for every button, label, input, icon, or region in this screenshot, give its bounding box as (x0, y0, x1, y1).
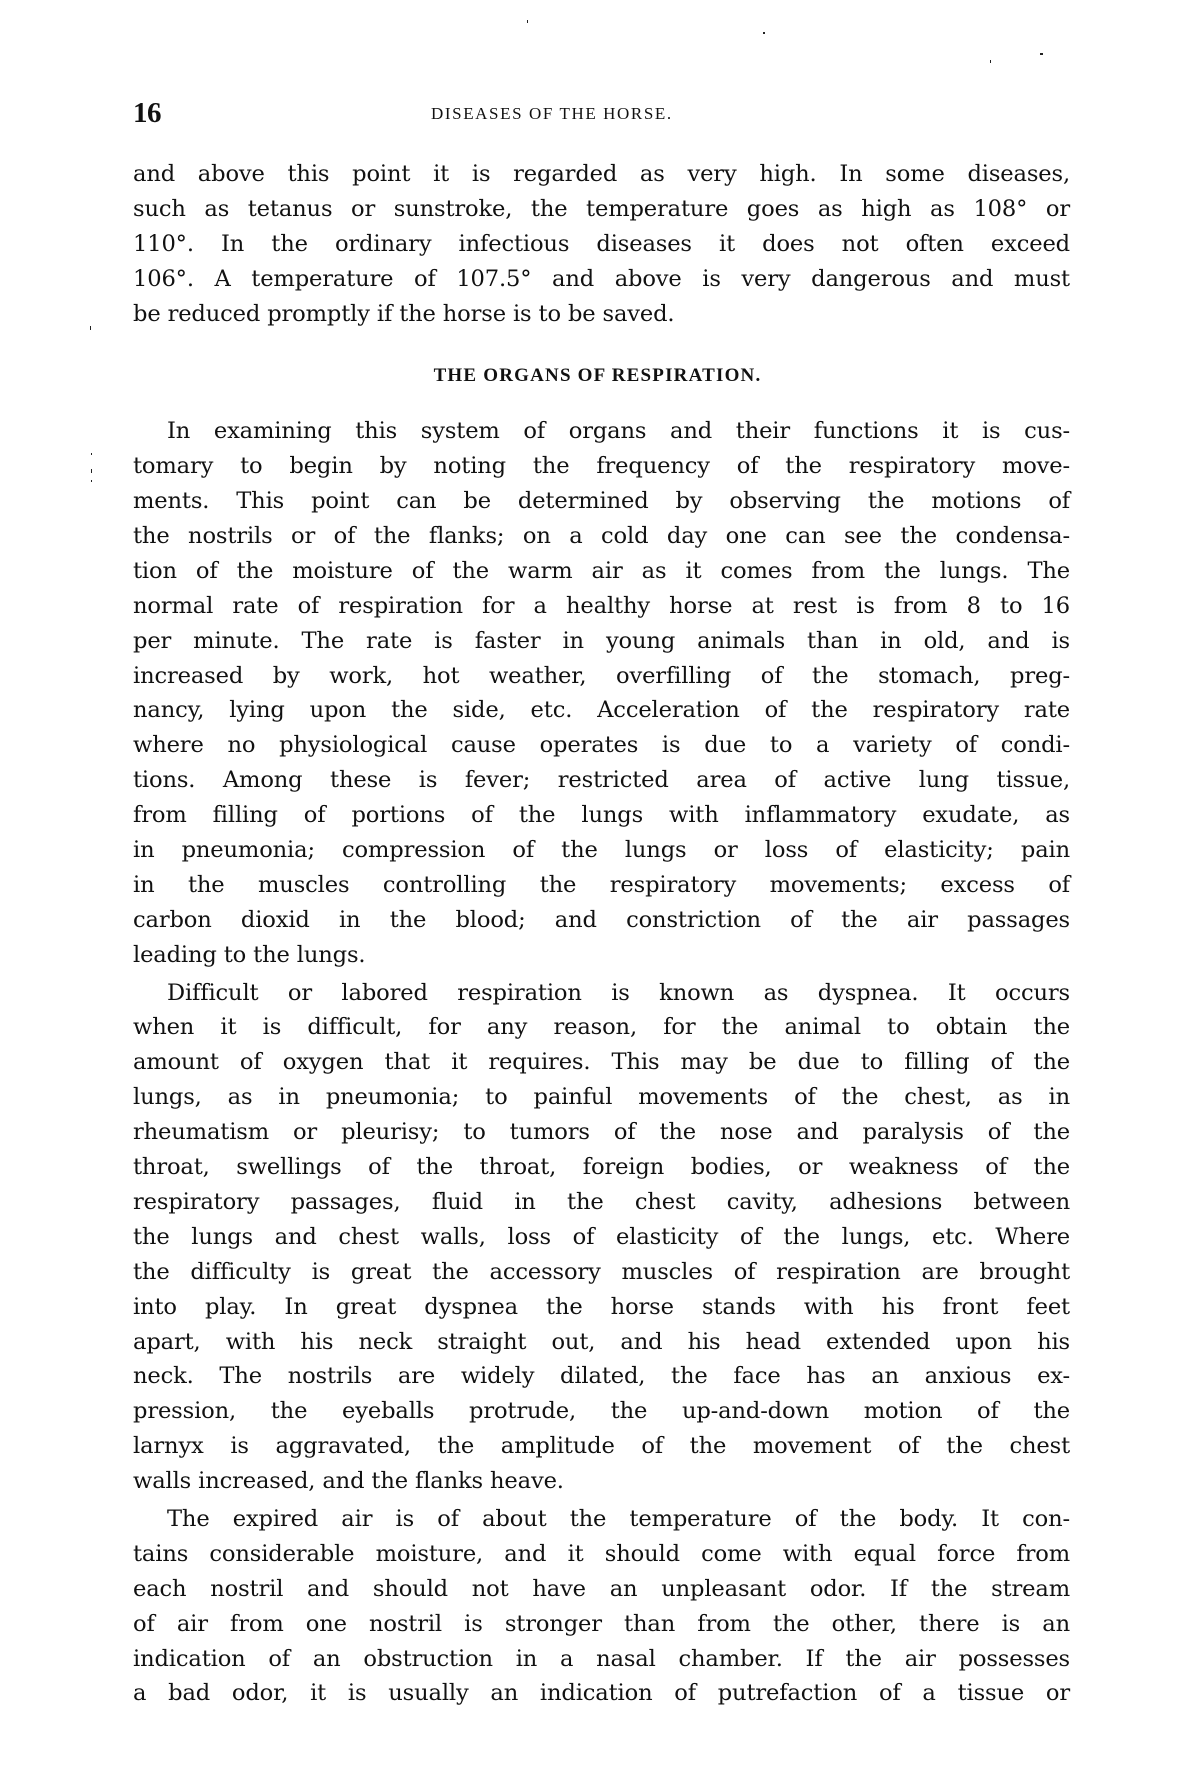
text-line: per minute. The rate is faster in young animals than in old, and is (133, 627, 1070, 654)
text-line: when it is difficult, for any reason, for the animal to obtain the (133, 1014, 1070, 1041)
text-line: Difficult or labored respiration is known as dyspnea. It occurs (167, 979, 1070, 1006)
text-line: larnyx is aggravated, the amplitude of the movement of the chest (133, 1433, 1070, 1460)
text-line: where no physiological cause operates is due to a variety of condi- (133, 732, 1070, 759)
text-line: lungs, as in pneumonia; to painful movements of the chest, as in (133, 1084, 1070, 1111)
text-line: tions. Among these is fever; restricted area of active lung tissue, (133, 767, 1070, 794)
text-line: carbon dioxid in the blood; and constriction of the air passages (133, 906, 1070, 933)
text-line: in pneumonia; compression of the lungs or loss of elasticity; pain (133, 837, 1070, 864)
paragraph-respiration-frequency (133, 414, 1070, 972)
scan-speck (1040, 53, 1043, 55)
text-line: pression, the eyeballs protrude, the up-and-down motion of the (133, 1398, 1070, 1425)
text-line: throat, swellings of the throat, foreign bodies, or weakness of the (133, 1154, 1070, 1181)
text-line: leading to the lungs. (133, 941, 366, 968)
text-line: in the muscles controlling the respiratory movements; excess of (133, 871, 1070, 898)
text-line: and above this point it is regarded as very high. In some diseases, (133, 161, 1070, 187)
text-line: tains considerable moisture, and it should come with equal force from (133, 1540, 1070, 1567)
scan-speck (91, 480, 92, 482)
scan-speck (990, 60, 991, 63)
paragraph-expired-air (133, 1502, 1070, 1711)
text-line: be reduced promptly if the horse is to be saved. (133, 300, 675, 327)
text-line: tomary to begin by noting the frequency of the respiratory move- (133, 453, 1070, 480)
text-line: walls increased, and the flanks heave. (133, 1468, 564, 1495)
text-line: from filling of portions of the lungs with inflammatory exudate, as (133, 802, 1070, 829)
text-line: the difficulty is great the accessory muscles of respiration are brought (133, 1258, 1070, 1285)
text-line: each nostril and should not have an unpleasant odor. If the stream (133, 1575, 1070, 1602)
text-line: the lungs and chest walls, loss of elasticity of the lungs, etc. Where (133, 1223, 1070, 1250)
scan-speck (91, 453, 92, 455)
page-number: 16 (133, 97, 161, 129)
text-line: The expired air is of about the temperature of the body. It con- (167, 1505, 1070, 1532)
text-line: In examining this system of organs and their functions it is cus- (167, 418, 1070, 445)
running-title: DISEASES OF THE HORSE. (431, 104, 673, 123)
text-line: a bad odor, it is usually an indication of putrefaction of a tissue or (133, 1680, 1070, 1707)
text-line: the nostrils or of the flanks; on a cold day one can see the condensa- (133, 523, 1070, 550)
text-line: ments. This point can be determined by observing the motions of (133, 488, 1070, 515)
text-line: respiratory passages, fluid in the chest cavity, adhesions between (133, 1188, 1070, 1215)
text-line: 110°. In the ordinary infectious diseases it does not often exceed (133, 230, 1070, 257)
continuation-paragraph (133, 157, 1070, 331)
text-line: neck. The nostrils are widely dilated, the face has an anxious ex- (133, 1363, 1070, 1390)
text-line: rheumatism or pleurisy; to tumors of the nose and paralysis of the (133, 1119, 1070, 1146)
text-line: nancy, lying upon the side, etc. Acceleration of the respiratory rate (133, 697, 1070, 724)
scan-speck (90, 326, 91, 330)
scan-speck (527, 20, 528, 23)
body-text (133, 157, 1070, 1711)
scan-speck (91, 469, 92, 473)
text-line: apart, with his neck straight out, and his head extended upon his (133, 1328, 1070, 1355)
text-line: 106°. A temperature of 107.5° and above is very dangerous and must (133, 265, 1070, 292)
paragraph-dyspnea (133, 976, 1070, 1499)
text-line: such as tetanus or sunstroke, the temperature goes as high as 108° or (133, 195, 1070, 222)
text-line: tion of the moisture of the warm air as it comes from the lungs. The (133, 557, 1070, 584)
text-line: normal rate of respiration for a healthy horse at rest is from 8 to 16 (133, 592, 1070, 619)
text-line: of air from one nostril is stronger than from the other, there is an (133, 1610, 1070, 1637)
text-line: into play. In great dyspnea the horse stands with his front feet (133, 1293, 1070, 1320)
text-line: indication of an obstruction in a nasal chamber. If the air possesses (133, 1645, 1070, 1672)
section-heading: THE ORGANS OF RESPIRATION. (433, 365, 762, 387)
scan-speck (763, 32, 765, 34)
running-head (133, 98, 1069, 128)
text-line: amount of oxygen that it requires. This may be due to filling of the (133, 1049, 1070, 1076)
text-line: increased by work, hot weather, overfilling of the stomach, preg- (133, 662, 1070, 689)
